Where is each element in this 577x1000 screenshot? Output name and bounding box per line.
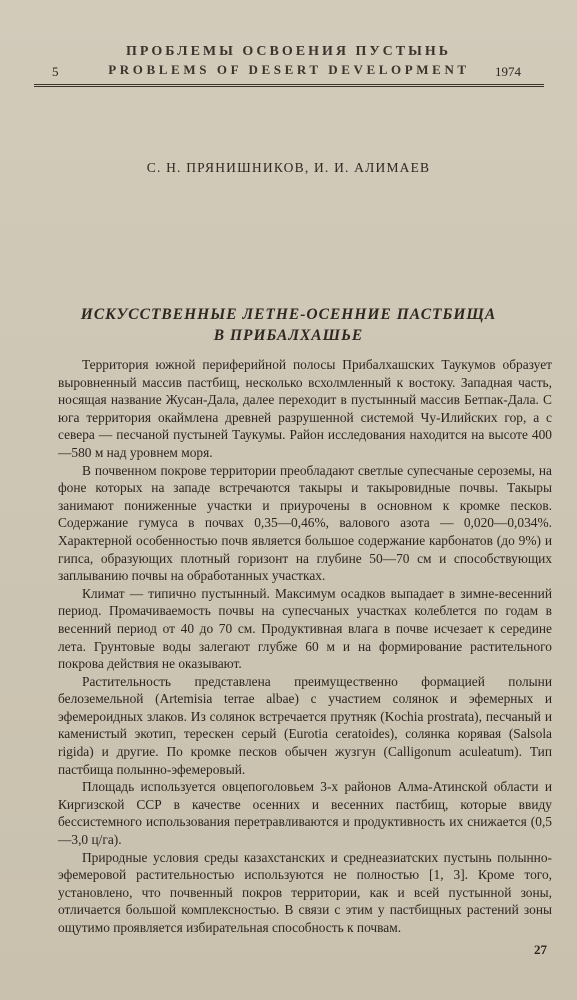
title-line-2: В ПРИБАЛХАШЬЕ [213,327,364,344]
article-authors: С. Н. ПРЯНИШНИКОВ, И. И. АЛИМАЕВ [146,160,431,175]
paragraph: Территория южной периферийной полосы Прибалхашских Таукумов образует выровненный массив пастбищ, несколько всхолмленный к востоку. Западная часть, носящая название Жусан-Дала, далее переходит в пустынный массив Бетпак-Дала. С юга территория окаймлена древней разрушенной системой Чу-Илийских гор, а с севера — песчаной пустыней Таукумы. Район исследования находится на высоте 400—580 м над уровнем моря. [58,357,552,460]
journal-title-en: PROBLEMS OF DESERT DEVELOPMENT [108,62,470,77]
journal-title-ru: ПРОБЛЕМЫ ОСВОЕНИЯ ПУСТЫНЬ [125,44,452,59]
article-title [0,304,577,346]
running-header [40,44,537,80]
paragraph: В почвенном покрове территории преобладают светлые супесчаные сероземы, на фоне которых на западе встречаются такыры и такыровидные почвы. Такыры занимают пониженные участки и приурочены в основном к кромке песков. Содержание гумуса в почвах 0,35—0,46%, валового азота — 0,020—0,034%. Характерной особенностью почв является большое содержание карбонатов (до 9%) и гипса, образующих плотный горизонт на глубине 50—70 см и способствующих заплыванию почвы на обработанных участках. [58,462,552,584]
paragraph: Климат — типично пустынный. Максимум осадков выпадает в зимне-весенний период. Промачиваемость почвы на супесчаных участках колеблется по годам в весенний период от 40 до 70 см. Продуктивная влага в почве исчезает к середине лета. Грунтовые воды залегают глубже 60 м и на формирование растительного покрова действия не оказывают. [58,585,552,672]
page-number: 27 [534,942,547,957]
title-line-1: ИСКУССТВЕННЫЕ ЛЕТНЕ-ОСЕННИЕ ПАСТБИЩА [80,306,497,323]
issue-number: 5 [52,64,59,79]
article-body [58,356,552,937]
publication-year: 1974 [495,64,521,79]
paragraph: Природные условия среды казахстанских и среднеазиатских пустынь полынно-эфемеровой растительностью используются не полностью [1, 3]. Кроме того, установлено, что почвенный покров территории, как и всей пустынной зоны, отличается большой комплексностью. В связи с этим у пастбищных растений зоны ощутимо проявляется избирательная способность к почвам. [58,849,552,935]
paragraph: Растительность представлена преимущественно формацией полыни белоземельной (Artemisia terrae albae) с участием солянок и эфемерных и эфемероидных злаков. Из солянок встречается прутняк (Kochia prostrata), песчаный и каменистый экотип, терескен серый (Eurotia ceratoides), солянка корявая (Salsola rigida) и другие. По кромке песков обычен жузгун (Calligonum aculeatum). Тип пастбища полынно-эфемеровый. [58,673,552,777]
header-row [40,62,537,80]
paragraph: Площадь используется овцепоголовьем 3-х районов Алма-Атинской области и Киргизской ССР в качестве осенних и весенних пастбищ, которые ввиду бессистемного использования перетравливаются и продуктивность их снижается (0,5—3,0 ц/га). [58,779,552,848]
header-rule [34,84,544,87]
